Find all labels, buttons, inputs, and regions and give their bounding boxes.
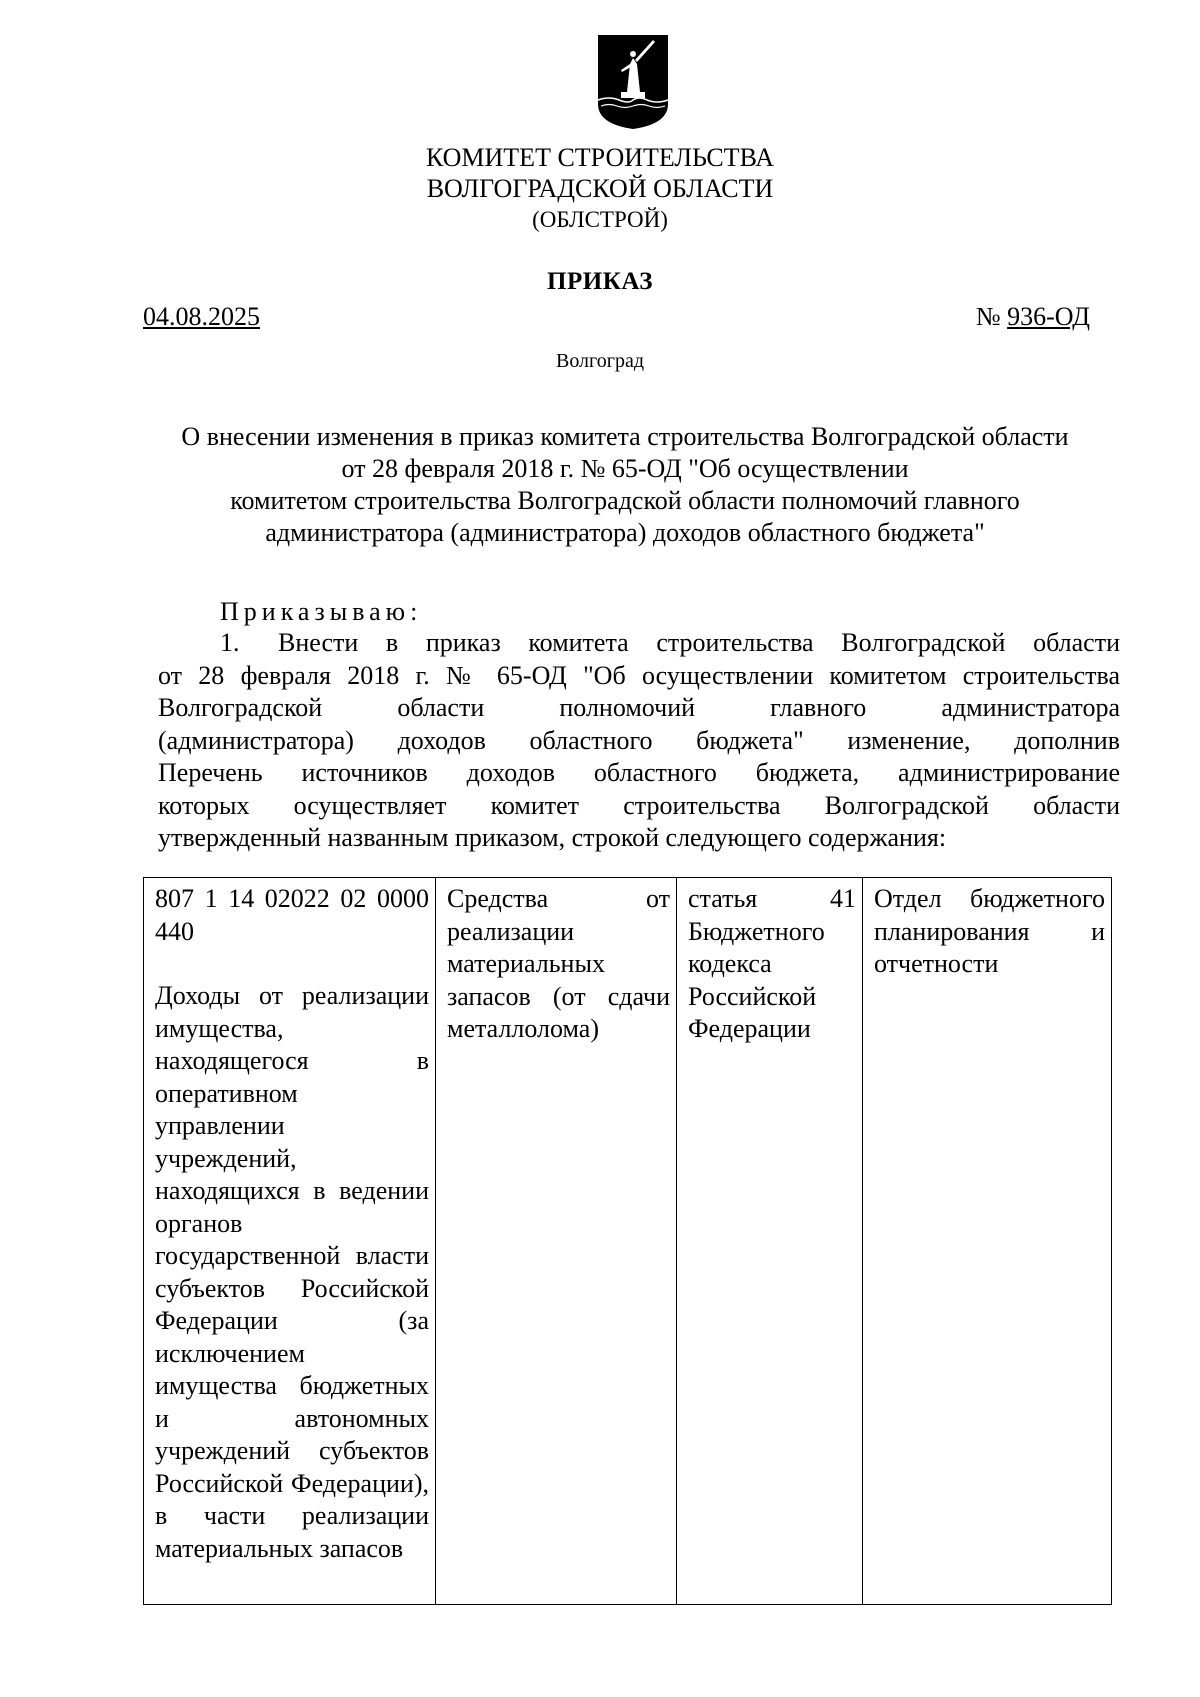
document-date: 04.08.2025 (143, 302, 260, 331)
document-number (976, 302, 1090, 332)
table-row (144, 878, 1112, 1605)
income-sources-table (143, 877, 1112, 1605)
paragraph-line-3: Волгоградской области полномочий главного администратора (158, 693, 1120, 722)
subject-line-3: комитетом строительства Волгоградской области полномочий главного (230, 486, 1020, 515)
organization-short-name: (ОБЛСТРОЙ) (532, 207, 668, 232)
income-source-cell: Средства от реализации материальных запасов (от сдачи металлолома) (436, 878, 677, 1605)
paragraph-number: 1. (220, 628, 240, 657)
document-number-value: 936-ОД (1007, 302, 1090, 331)
organization-name-line-1: КОМИТЕТ СТРОИТЕЛЬСТВА (425, 143, 775, 172)
subject-line-4: администратора (администратора) доходов областного бюджета" (265, 518, 985, 547)
legal-basis-cell: статья 41 Бюджетного кодекса Российской Федерации (677, 878, 863, 1605)
paragraph-line-7: утвержденный названным приказом, строкой следующего содержания: (158, 823, 947, 852)
order-word: Приказываю: (220, 597, 423, 626)
paragraph-line-2: от 28 февраля 2018 г. № 65-ОД "Об осуществлении комитетом строительства (158, 660, 1120, 690)
order-paragraph-1 (158, 627, 1120, 855)
paragraph-line-1-text: Внести в приказ комитета строительства Волгоградской области (278, 628, 1120, 657)
subject-line-2: от 28 февраля 2018 г. № 65-ОД "Об осуществлении (341, 454, 909, 483)
document-subject (130, 421, 1120, 549)
code-description: Доходы от реализации имущества, находящегося в оперативном управлении учреждений, находящихся в ведении органов государственной власти субъектов Российской Федерации (за исключением имущества бюджетных и автономных учреждений субъектов Российской Федерации), в части реализации материальных запасов (155, 981, 429, 1563)
paragraph-line-5: Перечень источников доходов областного бюджета, администрирование (158, 758, 1120, 787)
volgograd-emblem-icon (597, 34, 669, 130)
document-type: ПРИКАЗ (547, 268, 653, 295)
paragraph-line-6: которых осуществляет комитет строительства Волгоградской области (158, 790, 1120, 820)
department-cell: Отдел бюджетного планирования и отчетности (863, 878, 1112, 1605)
subject-line-1: О внесении изменения в приказ комитета строительства Волгоградской области (181, 422, 1069, 451)
paragraph-line-1 (158, 627, 1120, 660)
paragraph-line-4: (администратора) доходов областного бюджета" изменение, дополнив (158, 725, 1120, 755)
number-sign: № (975, 302, 1001, 331)
budget-classification-code: 807 1 14 02022 02 0000 440 (155, 884, 429, 946)
organization-name (0, 142, 1200, 204)
code-cell (144, 878, 436, 1605)
organization-name-line-2: ВОЛГОГРАДСКОЙ ОБЛАСТИ (426, 174, 774, 203)
document-city: Волгоград (555, 350, 645, 372)
